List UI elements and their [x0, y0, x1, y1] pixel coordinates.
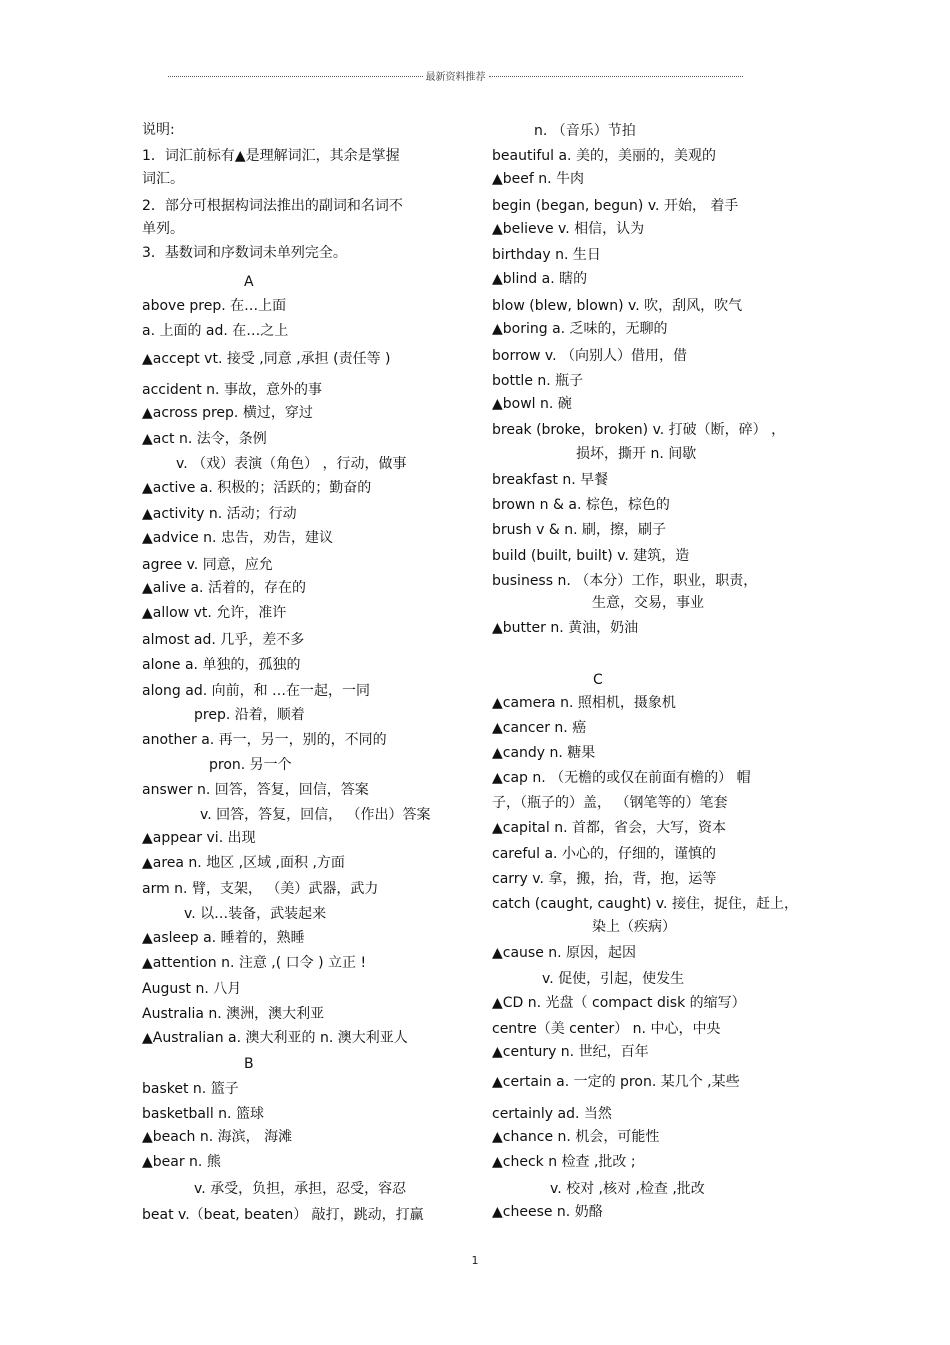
- vocab-line: n. （音乐）节拍: [534, 123, 636, 139]
- page-number: 1: [471, 1254, 479, 1267]
- vocab-line: ▲act n. 法令，条例: [142, 431, 267, 447]
- vocab-line: ▲asleep a. 睡着的，熟睡: [142, 930, 305, 946]
- vocab-line: 生意，交易，事业: [592, 595, 704, 611]
- vocab-line: ▲century n. 世纪，百年: [492, 1044, 649, 1060]
- vocab-line: 单列。: [142, 221, 184, 237]
- vocab-line: prep. 沿着，顺着: [194, 707, 305, 723]
- vocab-line: pron. 另一个: [209, 757, 292, 773]
- vocab-line: ▲certain a. 一定的 pron. 某几个 ,某些: [492, 1074, 740, 1090]
- vocab-line: v. （戏）表演（角色） ，行动，做事: [176, 456, 407, 472]
- vocab-line: August n. 八月: [142, 981, 242, 997]
- vocab-line: centre（美 center） n. 中心，中央: [492, 1021, 721, 1037]
- vocab-line: blow (blew, blown) v. 吹，刮风，吹气: [492, 298, 743, 314]
- vocab-line: alone a. 单独的，孤独的: [142, 657, 301, 673]
- vocab-line: ▲bowl n. 碗: [492, 396, 572, 412]
- vocab-line: ▲beach n. 海滨， 海滩: [142, 1129, 293, 1145]
- vocab-line: v. 促使，引起，使发生: [542, 971, 685, 987]
- vocab-line: brush v & n. 刷，擦，刷子: [492, 522, 667, 538]
- vocab-line: v. 承受，负担，承担，忍受，容忍: [194, 1181, 407, 1197]
- vocab-line: ▲cap n. （无檐的或仅在前面有檐的） 帽: [492, 770, 751, 786]
- vocab-line: careful a. 小心的，仔细的，谨慎的: [492, 846, 716, 862]
- vocab-line: ▲advice n. 忠告，劝告，建议: [142, 530, 333, 546]
- vocab-line: agree v. 同意，应允: [142, 557, 273, 573]
- vocab-line: ▲across prep. 横过，穿过: [142, 405, 313, 421]
- vocab-line: 说明:: [142, 122, 175, 138]
- header-dots-left: [168, 76, 423, 77]
- vocab-line: ▲CD n. 光盘（ compact disk 的缩写）: [492, 995, 746, 1011]
- vocab-line: birthday n. 生日: [492, 247, 601, 263]
- vocab-line: ▲accept vt. 接受 ,同意 ,承担 (责任等 ): [142, 351, 391, 367]
- vocab-line: above prep. 在…上面: [142, 298, 287, 314]
- vocab-line: 子，（瓶子的）盖， （钢笔等的）笔套: [492, 795, 728, 811]
- vocab-line: 损坏，撕开 n. 间歇: [576, 446, 697, 462]
- vocab-line: almost ad. 几乎，差不多: [142, 632, 305, 648]
- vocab-line: ▲chance n. 机会，可能性: [492, 1129, 660, 1145]
- vocab-line: breakfast n. 早餐: [492, 472, 609, 488]
- vocab-line: B: [244, 1056, 254, 1072]
- vocab-line: 3．基数词和序数词未单列完全。: [142, 245, 347, 261]
- vocab-line: ▲allow vt. 允许，准许: [142, 605, 287, 621]
- vocab-line: v. 校对 ,核对 ,检查 ,批改: [550, 1181, 705, 1197]
- vocab-line: business n. （本分）工作，职业，职责，: [492, 573, 758, 589]
- vocab-line: basket n. 篮子: [142, 1081, 239, 1097]
- vocab-line: bottle n. 瓶子: [492, 373, 584, 389]
- vocab-line: ▲alive a. 活着的，存在的: [142, 580, 306, 596]
- vocab-line: Australia n. 澳洲，澳大利亚: [142, 1006, 325, 1022]
- vocab-line: ▲cause n. 原因，起因: [492, 945, 637, 961]
- vocab-line: borrow v. （向别人）借用，借: [492, 348, 687, 364]
- vocab-line: ▲active a. 积极的；活跃的；勤奋的: [142, 480, 372, 496]
- vocab-line: ▲boring a. 乏味的，无聊的: [492, 321, 668, 337]
- vocab-line: break (broke，broken) v. 打破（断，碎） ，: [492, 422, 786, 438]
- vocab-line: ▲cancer n. 癌: [492, 720, 587, 736]
- vocab-line: catch (caught, caught) v. 接住，捉住，赶上，: [492, 896, 798, 912]
- vocab-line: ▲believe v. 相信，认为: [492, 221, 645, 237]
- header-dots-right: [489, 76, 744, 77]
- vocab-line: beautiful a. 美的，美丽的，美观的: [492, 148, 716, 164]
- vocab-line: ▲appear vi. 出现: [142, 830, 256, 846]
- vocab-line: beat v.（beat, beaten） 敲打，跳动，打赢: [142, 1207, 424, 1223]
- vocab-line: another a. 再一，另一，别的，不同的: [142, 732, 387, 748]
- vocab-line: ▲area n. 地区 ,区域 ,面积 ,方面: [142, 855, 345, 871]
- header-text: 最新资料推荐: [425, 71, 486, 83]
- page-header: [168, 67, 743, 83]
- vocab-line: ▲beef n. 牛肉: [492, 171, 585, 187]
- vocab-line: certainly ad. 当然: [492, 1106, 612, 1122]
- vocab-line: ▲camera n. 照相机，摄象机: [492, 695, 676, 711]
- vocab-line: build (built, built) v. 建筑，造: [492, 548, 690, 564]
- vocab-line: 词汇。: [142, 171, 184, 187]
- vocab-line: ▲bear n. 熊: [142, 1154, 221, 1170]
- vocab-line: A: [244, 274, 254, 290]
- vocab-line: ▲blind a. 瞎的: [492, 271, 588, 287]
- vocab-line: v. 以…装备，武装起来: [184, 906, 327, 922]
- vocab-line: along ad. 向前，和 …在一起，一同: [142, 683, 371, 699]
- vocab-line: ▲candy n. 糖果: [492, 745, 596, 761]
- vocab-line: ▲activity n. 活动；行动: [142, 506, 297, 522]
- vocab-line: v. 回答，答复，回信， （作出）答案: [200, 807, 431, 823]
- vocab-line: a. 上面的 ad. 在…之上: [142, 323, 289, 339]
- vocab-line: carry v. 拿，搬，抬，背，抱，运等: [492, 871, 717, 887]
- vocab-line: ▲Australian a. 澳大利亚的 n. 澳大利亚人: [142, 1030, 408, 1046]
- vocab-line: ▲attention n. 注意 ,( 口令 ) 立正 !: [142, 955, 367, 971]
- vocab-line: 染上（疾病）: [592, 919, 676, 935]
- vocab-line: accident n. 事故，意外的事: [142, 382, 322, 398]
- vocab-line: brown n & a. 棕色，棕色的: [492, 497, 670, 513]
- vocab-line: 2．部分可根据构词法推出的副词和名词不: [142, 198, 403, 214]
- vocab-line: 1．词汇前标有▲是理解词汇，其余是掌握: [142, 148, 400, 164]
- vocab-line: ▲cheese n. 奶酪: [492, 1204, 603, 1220]
- vocab-line: ▲check n 检查 ,批改 ;: [492, 1154, 636, 1170]
- vocab-line: basketball n. 篮球: [142, 1106, 264, 1122]
- vocab-line: ▲capital n. 首都，省会，大写，资本: [492, 820, 727, 836]
- vocab-line: begin (began, begun) v. 开始， 着手: [492, 198, 739, 214]
- vocab-line: C: [593, 672, 603, 688]
- vocab-line: ▲butter n. 黄油，奶油: [492, 620, 639, 636]
- vocab-line: arm n. 臂，支架， （美）武器，武力: [142, 881, 379, 897]
- vocab-line: answer n. 回答，答复，回信，答案: [142, 782, 369, 798]
